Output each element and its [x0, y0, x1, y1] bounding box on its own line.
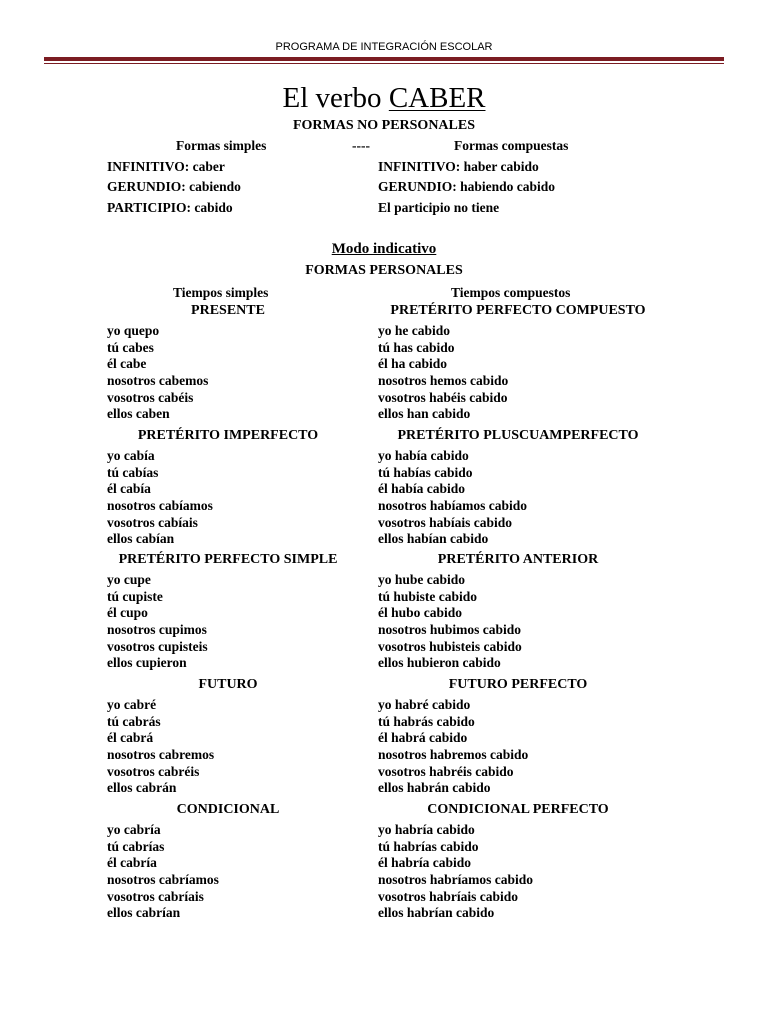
conjugation-line: nosotros habíamos cabido	[378, 498, 528, 514]
conjugation-line: ellos habrán cabido	[378, 780, 491, 796]
conjugation-line: él había cabido	[378, 481, 466, 497]
compound-tense-name: PRETÉRITO ANTERIOR	[437, 552, 599, 567]
conjugation-line: vosotros cabréis	[107, 763, 200, 779]
conjugation-line: vosotros cupisteis	[107, 638, 208, 654]
simple-forms-list	[107, 572, 208, 672]
conjugation-line: ellos habrían cabido	[378, 905, 495, 921]
simple-tense-name: FUTURO	[198, 677, 258, 692]
compound-forms-list	[378, 448, 527, 548]
compound-forms-list	[378, 572, 522, 672]
simple-forms-list	[107, 822, 219, 922]
conjugation-line: él hubo cabido	[378, 605, 463, 621]
simple-forms-list	[107, 323, 208, 423]
np-simple-participio: PARTICIPIO: cabido	[107, 200, 233, 215]
conjugation-line: yo cabré	[107, 697, 157, 712]
conjugation-line: vosotros cabíais	[107, 514, 198, 530]
np-compound-infinitivo: INFINITIVO: haber cabido	[378, 159, 539, 174]
conjugation-line: yo había cabido	[378, 448, 469, 463]
page-header: PROGRAMA DE INTEGRACIÓN ESCOLAR	[275, 41, 493, 53]
np-simple-infinitivo: INFINITIVO: caber	[107, 159, 225, 174]
conjugation-line: nosotros hemos cabido	[378, 373, 509, 389]
conjugation-line: nosotros habríamos cabido	[378, 872, 534, 888]
conjugation-line: vosotros cabéis	[107, 389, 194, 405]
page-title	[0, 80, 768, 116]
conjugation-line: él cabía	[107, 481, 151, 497]
conjugation-line: nosotros cabríamos	[107, 872, 219, 888]
np-compound-gerundio: GERUNDIO: habiendo cabido	[378, 179, 556, 194]
conjugation-line: ellos caben	[107, 406, 170, 422]
tiempos-simples-label: Tiempos simples	[173, 285, 269, 300]
conjugation-line: vosotros cabríais	[107, 888, 204, 904]
conjugation-line: tú habías cabido	[378, 464, 473, 480]
simple-tense-name: CONDICIONAL	[176, 802, 280, 817]
conjugation-line: ellos hubieron cabido	[378, 655, 501, 671]
conjugation-line: nosotros cabemos	[107, 373, 209, 389]
simple-tense-name: PRETÉRITO PERFECTO SIMPLE	[118, 552, 338, 567]
modo-indicativo-heading: Modo indicativo	[331, 241, 437, 257]
conjugation-line: él habría cabido	[378, 855, 472, 871]
conjugation-line: tú cabes	[107, 339, 154, 355]
simple-tense-name: PRETÉRITO IMPERFECTO	[137, 428, 319, 443]
conjugation-line: tú has cabido	[378, 339, 455, 355]
simple-forms-list	[107, 697, 214, 797]
conjugation-line: yo cupe	[107, 572, 151, 587]
conjugation-line: él cupo	[107, 605, 148, 621]
no-personales-heading: FORMAS NO PERSONALES	[292, 118, 476, 133]
simple-tense-name: PRESENTE	[191, 303, 265, 318]
conjugation-line: vosotros habréis cabido	[378, 763, 514, 779]
conjugation-line: ellos han cabido	[378, 406, 471, 422]
conjugation-line: nosotros cupimos	[107, 622, 207, 638]
conjugation-line: ellos cabrían	[107, 905, 181, 921]
conjugation-line: nosotros cabremos	[107, 747, 215, 763]
header-rule-thin	[44, 63, 724, 64]
conjugation-line: tú cabías	[107, 464, 159, 480]
conjugation-line: yo hube cabido	[378, 572, 466, 587]
tiempos-compuestos-label: Tiempos compuestos	[451, 285, 571, 300]
conjugation-line: yo cabía	[107, 448, 155, 463]
conjugation-line: nosotros habremos cabido	[378, 747, 529, 763]
conjugation-line: tú hubiste cabido	[378, 588, 478, 604]
separator: ----	[352, 138, 370, 153]
conjugation-line: yo cabría	[107, 822, 161, 837]
compound-tense-name: PRETÉRITO PLUSCUAMPERFECTO	[397, 428, 639, 443]
simple-forms-list	[107, 448, 213, 548]
conjugation-line: yo quepo	[107, 323, 160, 338]
title-verb: CABER	[388, 82, 486, 114]
compound-tense-name: FUTURO PERFECTO	[448, 677, 588, 692]
conjugation-line: yo he cabido	[378, 323, 451, 338]
conjugation-line: él cabría	[107, 855, 157, 871]
conjugation-line: nosotros cabíamos	[107, 498, 213, 514]
conjugation-line: vosotros habríais cabido	[378, 888, 519, 904]
compound-forms-list	[378, 323, 508, 423]
compound-tense-name: PRETÉRITO PERFECTO COMPUESTO	[390, 303, 646, 318]
conjugation-line: ellos cabrán	[107, 780, 177, 796]
conjugation-line: él habrá cabido	[378, 730, 468, 746]
conjugation-line: él cabe	[107, 356, 147, 372]
conjugation-line: vosotros habéis cabido	[378, 389, 508, 405]
formas-simples-label: Formas simples	[176, 138, 267, 153]
np-compound-participio: El participio no tiene	[378, 200, 500, 215]
conjugation-line: tú habrás cabido	[378, 713, 475, 729]
conjugation-line: vosotros habíais cabido	[378, 514, 513, 530]
formas-compuestas-label: Formas compuestas	[454, 138, 569, 153]
conjugation-line: tú cabrías	[107, 838, 165, 854]
conjugation-line: yo habría cabido	[378, 822, 475, 837]
conjugation-line: tú cupiste	[107, 588, 163, 604]
conjugation-line: vosotros hubisteis cabido	[378, 638, 522, 654]
compound-forms-list	[378, 697, 528, 797]
np-simple-gerundio: GERUNDIO: cabiendo	[107, 179, 241, 194]
conjugation-line: él cabrá	[107, 730, 154, 746]
conjugation-line: ellos cabían	[107, 531, 175, 547]
conjugation-line: yo habré cabido	[378, 697, 471, 712]
conjugation-line: nosotros hubimos cabido	[378, 622, 522, 638]
title-prefix: El verbo	[282, 82, 389, 114]
header-rule-thick	[44, 57, 724, 61]
formas-personales-heading: FORMAS PERSONALES	[305, 263, 463, 278]
conjugation-line: ellos habían cabido	[378, 531, 489, 547]
conjugation-line: ellos cupieron	[107, 655, 187, 671]
conjugation-line: tú cabrás	[107, 713, 161, 729]
compound-tense-name: CONDICIONAL PERFECTO	[427, 802, 609, 817]
conjugation-line: él ha cabido	[378, 356, 448, 372]
compound-forms-list	[378, 822, 533, 922]
conjugation-line: tú habrías cabido	[378, 838, 479, 854]
